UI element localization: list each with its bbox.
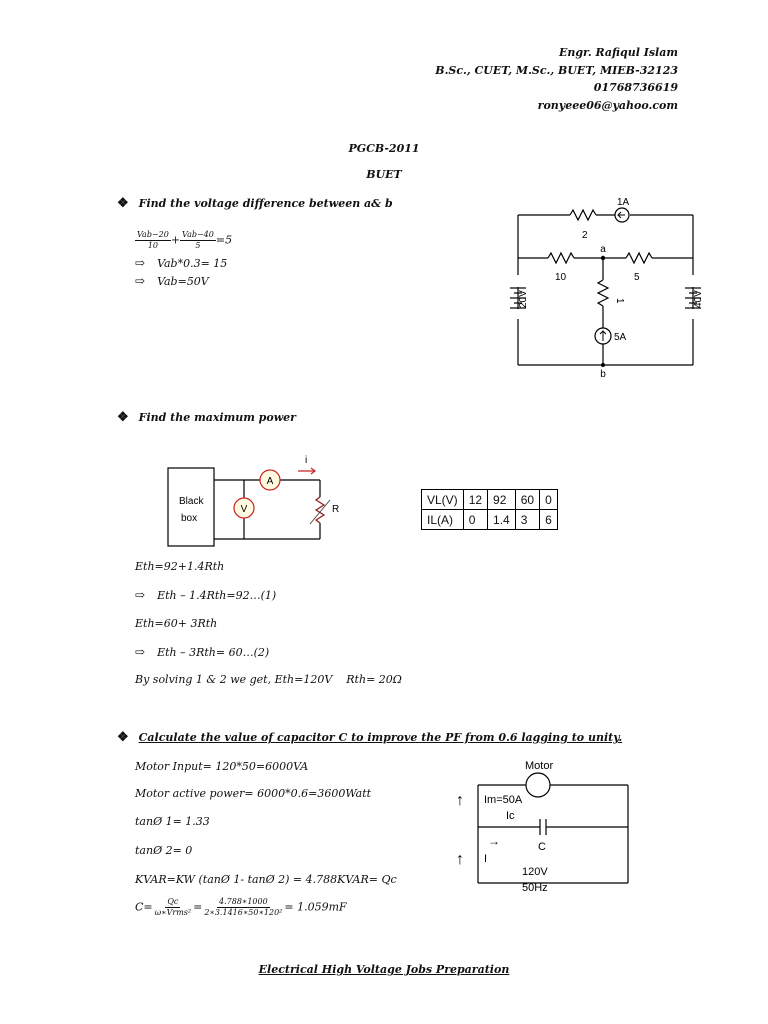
svg-text:C: C (538, 841, 546, 853)
svg-text:→: → (488, 834, 500, 848)
label-5a: 5A (614, 332, 627, 343)
page-footer: Electrical High Voltage Jobs Preparation (258, 963, 510, 976)
label-r5: 5 (634, 272, 640, 283)
svg-text:i: i (305, 455, 308, 466)
question-3 (117, 730, 622, 745)
fraction: $\frac{\text{Vab−40}}{5}$ (182, 230, 214, 250)
q2-line-2: ⇨ Eth – 1.4Rth=92…(1) (135, 588, 277, 602)
node-a-dot (601, 256, 605, 260)
implies-arrow-icon: ⇨ (135, 256, 146, 270)
label-r10: 10 (555, 272, 567, 283)
vl-il-table (421, 489, 558, 530)
bullet-icon: ❖ (117, 196, 129, 211)
circuit-diagram-2 (160, 450, 360, 553)
bullet-icon: ❖ (117, 410, 129, 425)
author-email: ronyeee06@yahoo.com (537, 98, 678, 112)
svg-text:Motor: Motor (525, 760, 554, 772)
svg-text:I: I (484, 853, 488, 865)
fraction: $\frac{4.788∗1000}{\text{2∗3.1416∗50∗120²}}$ (204, 897, 283, 917)
author-name: Engr. Rafiqul Islam (558, 46, 678, 59)
circuit-diagram-3 (450, 755, 640, 898)
question-3-text: Calculate the value of capacitor C to improve the PF from 0.6 lagging to unity. (138, 731, 623, 744)
arrow-up-icon: ↑ (456, 792, 464, 809)
q1-step-1: ⇨ Vab*0.3= 15 (135, 256, 228, 270)
q2-line-3: Eth=60+ 3Rth (135, 617, 218, 630)
implies-arrow-icon: ⇨ (135, 645, 146, 659)
table-row: VL(V) 12 92 60 0 (422, 490, 558, 510)
table-row: IL(A) 0 1.4 3 6 (422, 510, 558, 530)
q3-line-3: tanØ 1= 1.33 (135, 815, 210, 828)
q1-step-2: ⇨ Vab=50V (135, 274, 209, 288)
question-1-text: Find the voltage difference between a& b (138, 197, 393, 210)
q3-capacitor-equation: C= $\frac{Qc}{\text{ω∗Vrms²}}$ = $\frac{4.788∗1000}{\text{2∗3.1416∗50∗120²}}$ = 1.059mF (135, 897, 347, 917)
label-r1: 1 (614, 298, 625, 304)
svg-text:box: box (181, 513, 198, 524)
label-1a: 1A (617, 197, 630, 208)
svg-text:Black: Black (179, 496, 204, 507)
svg-text:Im=50A: Im=50A (484, 794, 523, 806)
svg-text:V: V (240, 504, 248, 515)
arrow-up-icon: ↑ (456, 851, 464, 868)
svg-text:R: R (332, 504, 340, 515)
q3-line-4: tanØ 2= 0 (135, 844, 193, 857)
q2-line-1: Eth=92+1.4Rth (135, 560, 225, 573)
svg-text:A: A (266, 476, 274, 487)
black-box-shape (168, 468, 214, 546)
implies-arrow-icon: ⇨ (135, 274, 146, 288)
fraction: $\frac{Qc}{\text{ω∗Vrms²}}$ (154, 897, 192, 917)
exam-title: PGCB-2011 (348, 142, 420, 155)
q3-line-2: Motor active power= 6000*0.6=3600Watt (135, 787, 372, 800)
label-40v: 40V (693, 290, 704, 308)
implies-arrow-icon: ⇨ (135, 588, 146, 602)
q3-line-5: KVAR=KW (tanØ 1- tanØ 2) = 4.788KVAR= Qc (135, 873, 397, 886)
author-degrees: B.Sc., CUET, M.Sc., BUET, MIEB-32123 (435, 63, 678, 77)
question-1 (117, 196, 393, 211)
question-2 (117, 410, 296, 425)
node-b-dot (601, 363, 605, 367)
q2-line-5: By solving 1 & 2 we get, Eth=120V Rth= 20Ω (135, 673, 402, 686)
bullet-icon: ❖ (117, 730, 129, 745)
q2-line-4: ⇨ Eth – 3Rth= 60…(2) (135, 645, 270, 659)
fraction: $\frac{\text{Vab−20}}{10}$ (137, 230, 169, 250)
label-r2: 2 (582, 230, 588, 241)
q3-line-1: Motor Input= 120*50=6000VA (135, 760, 309, 773)
svg-text:Ic: Ic (506, 810, 515, 822)
author-phone: 01768736619 (593, 81, 678, 94)
label-node-a: a (600, 244, 606, 255)
q1-equation: $\frac{\text{Vab−20}}{10}$ + $\frac{\text{Vab−40}}{5}$ =5 (137, 230, 233, 250)
label-node-b: b (600, 369, 606, 380)
motor-icon (526, 773, 550, 797)
exam-institution: BUET (366, 168, 402, 181)
circuit-diagram-1 (500, 190, 720, 383)
author-block (435, 44, 678, 114)
question-2-text: Find the maximum power (138, 411, 296, 424)
svg-text:50Hz: 50Hz (522, 882, 548, 894)
label-20v: 20V (518, 290, 529, 308)
svg-text:120V: 120V (522, 866, 548, 878)
